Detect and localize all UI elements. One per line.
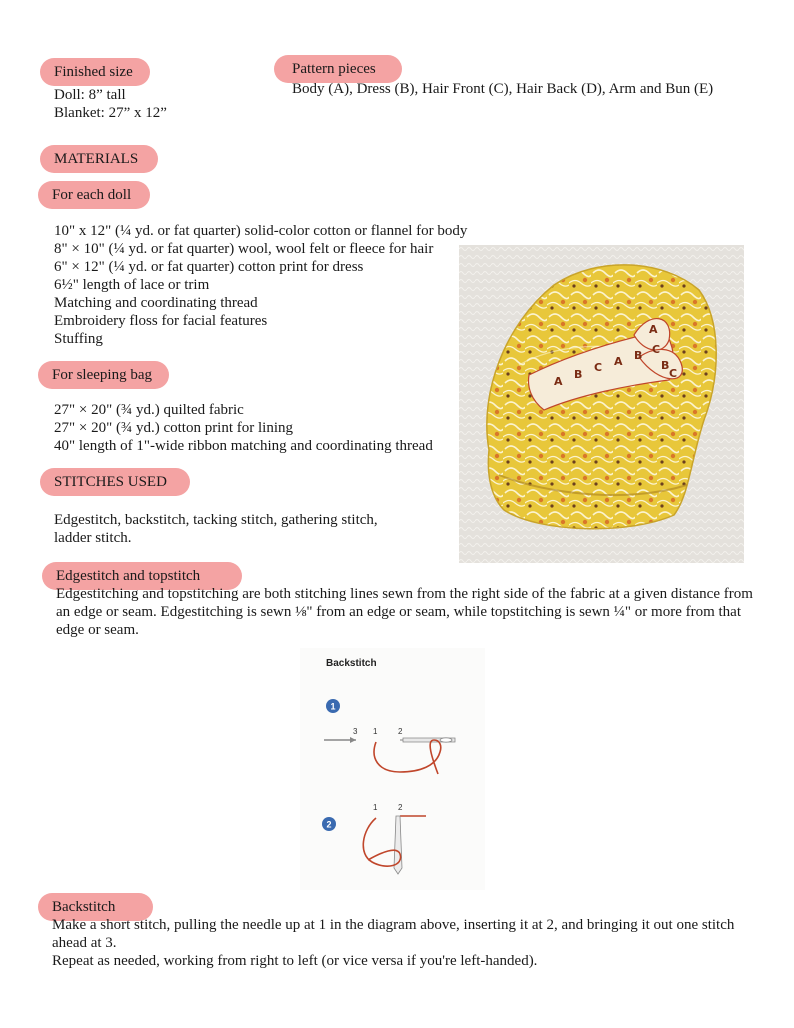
ribbon-letter: A	[614, 355, 623, 368]
list-item: 27" × 20" (¾ yd.) quilted fabric	[54, 402, 244, 418]
list-item: 27" × 20" (¾ yd.) cotton print for lining	[54, 420, 294, 436]
step-number: 2	[326, 819, 332, 830]
finished-size-heading: Finished size	[40, 58, 150, 86]
list-item: 8" × 10" (¼ yd. or fat quarter) wool, wool felt or fleece for hair	[54, 241, 434, 257]
list-item: 10" x 12" (¼ yd. or fat quarter) solid-color cotton or flannel for body	[54, 223, 468, 239]
doll-size: Doll: 8” tall	[54, 87, 126, 103]
ribbon-letter: A	[649, 323, 658, 336]
diagram-title: Backstitch	[326, 658, 377, 669]
edgestitch-description: Edgestitching and topstitching are both stitching lines sewn from the right side of the fabric at a given distance from an edge or seam. Edgestitching is sewn ⅛" from an edge or seam, while topstitching is sewn ¼" or more from that edge or seam.	[56, 586, 753, 638]
list-item: Stuffing	[54, 331, 103, 347]
ribbon-letter: A	[554, 375, 563, 388]
pattern-pieces-heading: Pattern pieces	[274, 55, 402, 83]
stitches-heading: STITCHES USED	[40, 468, 190, 496]
sleeping-bag-photo-art	[459, 245, 744, 563]
edgestitch-heading: Edgestitch and topstitch	[42, 562, 242, 590]
point-label: 1	[373, 803, 378, 812]
ribbon-letter: C	[669, 367, 678, 380]
point-label: 1	[373, 727, 378, 736]
sleeping-bag-list	[54, 401, 433, 455]
backstitch-diagram	[300, 648, 485, 890]
step-number: 1	[330, 701, 336, 712]
blanket-size: Blanket: 27” x 12”	[54, 105, 167, 121]
list-item: Matching and coordinating thread	[54, 295, 258, 311]
each-doll-heading: For each doll	[38, 181, 150, 209]
pattern-pieces-list: Body (A), Dress (B), Hair Front (C), Hair Back (D), Arm and Bun (E)	[292, 81, 714, 97]
point-label: 2	[398, 727, 403, 736]
list-item: 40" length of 1"-wide ribbon matching and coordinating thread	[54, 438, 433, 454]
point-label: 2	[398, 803, 403, 812]
backstitch-heading: Backstitch	[38, 893, 153, 921]
sleeping-bag-photo	[459, 245, 744, 563]
backstitch-repeat-text: Repeat as needed, working from right to left (or vice versa if you're left-handed).	[52, 953, 538, 969]
list-item: 6" × 12" (¼ yd. or fat quarter) cotton print for dress	[54, 259, 364, 275]
ribbon-letter: B	[634, 349, 643, 362]
each-doll-list	[54, 222, 467, 348]
list-item: 6½" length of lace or trim	[54, 277, 210, 293]
point-label: 3	[353, 727, 358, 736]
list-item: Embroidery floss for facial features	[54, 313, 268, 329]
backstitch-diagram-art	[300, 648, 485, 890]
ribbon-letter: B	[661, 359, 670, 372]
materials-heading: MATERIALS	[40, 145, 158, 173]
ribbon-letter: B	[574, 368, 583, 381]
stitches-list: Edgestitch, backstitch, tacking stitch, gathering stitch, ladder stitch.	[54, 512, 378, 546]
ribbon-letter: C	[652, 343, 661, 356]
sleeping-bag-heading: For sleeping bag	[38, 361, 169, 389]
backstitch-step-text: Make a short stitch, pulling the needle up at 1 in the diagram above, inserting it at 2, and bringing it out one stitch ahead at 3.	[52, 917, 735, 951]
ribbon-letter: C	[594, 361, 603, 374]
